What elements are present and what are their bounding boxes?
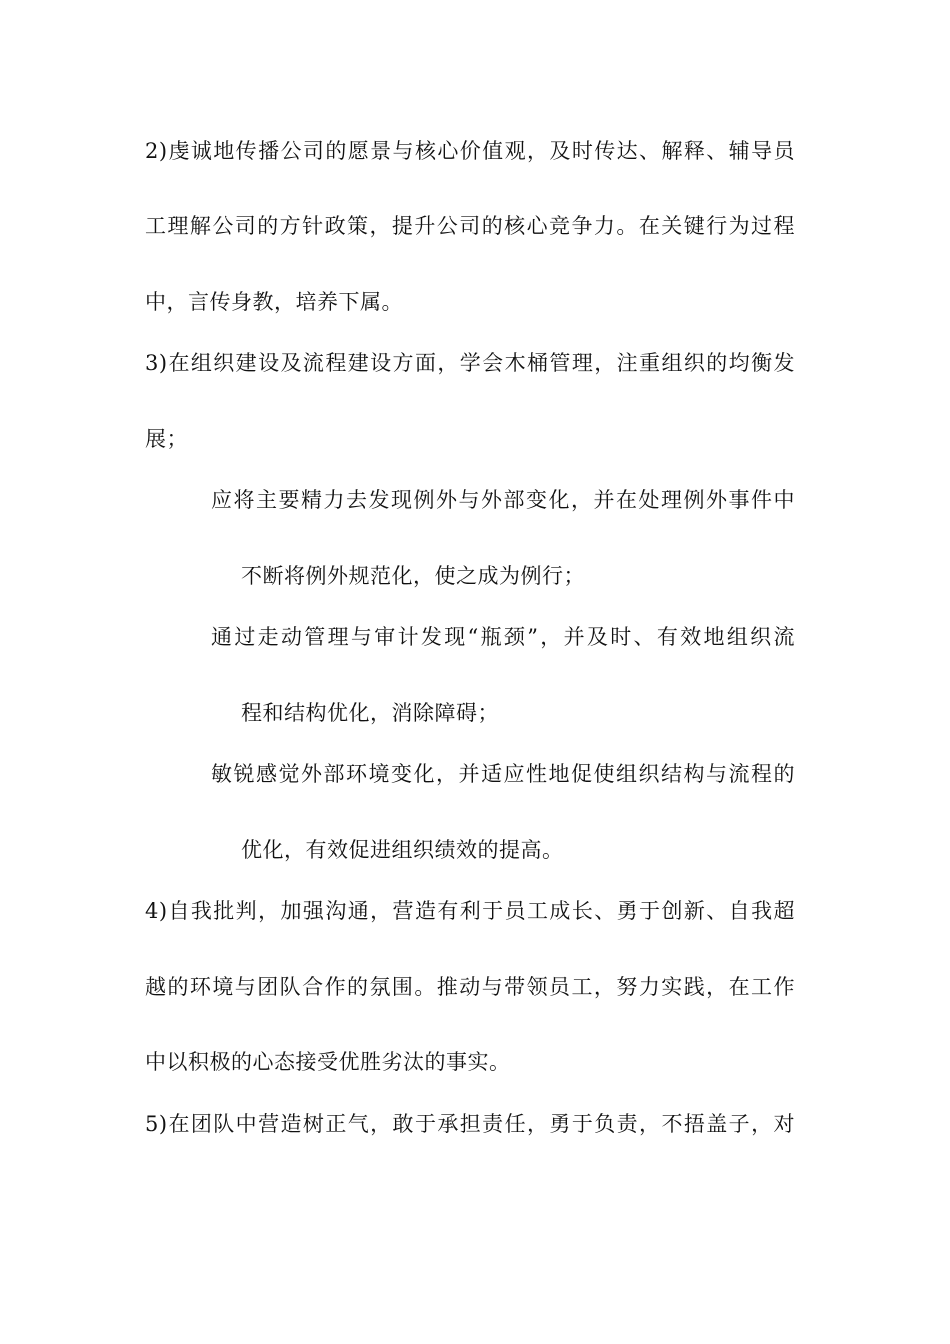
sub-item-1-line-2: 不断将例外规范化，使之成为例行； — [241, 564, 585, 588]
paragraph-2-line-2: 工理解公司的方针政策，提升公司的核心竞争力。在关键行为过程 — [145, 214, 795, 238]
paragraph-4-line-2: 越的环境与团队合作的氛围。推动与带领员工，努力实践，在工作 — [145, 975, 795, 999]
paragraph-4-line-1: 4)自我批判，加强沟通，营造有利于员工成长、勇于创新、自我超 — [145, 899, 795, 923]
paragraph-2-line-1: 2)虔诚地传播公司的愿景与核心价值观，及时传达、解释、辅导员 — [145, 139, 795, 163]
sub-item-1-line-1: 应将主要精力去发现例外与外部变化，并在处理例外事件中 — [211, 488, 795, 512]
sub-item-2-line-1: 通过走动管理与审计发现“瓶颈”，并及时、有效地组织流 — [211, 625, 795, 649]
sub-item-3-line-1: 敏锐感觉外部环境变化，并适应性地促使组织结构与流程的 — [211, 762, 795, 786]
paragraph-4-line-3: 中以积极的心态接受优胜劣汰的事实。 — [145, 1050, 511, 1074]
sub-item-2-line-2: 程和结构优化，消除障碍； — [241, 701, 499, 725]
paragraph-5-line-1: 5)在团队中营造树正气，敢于承担责任，勇于负责，不捂盖子，对 — [145, 1112, 795, 1136]
paragraph-2-line-3: 中，言传身教，培养下属。 — [145, 290, 403, 314]
sub-item-3-line-2: 优化，有效促进组织绩效的提高。 — [241, 838, 564, 862]
paragraph-3-line-1: 3)在组织建设及流程建设方面，学会木桶管理，注重组织的均衡发 — [145, 351, 795, 375]
paragraph-3-line-2: 展； — [145, 427, 188, 451]
